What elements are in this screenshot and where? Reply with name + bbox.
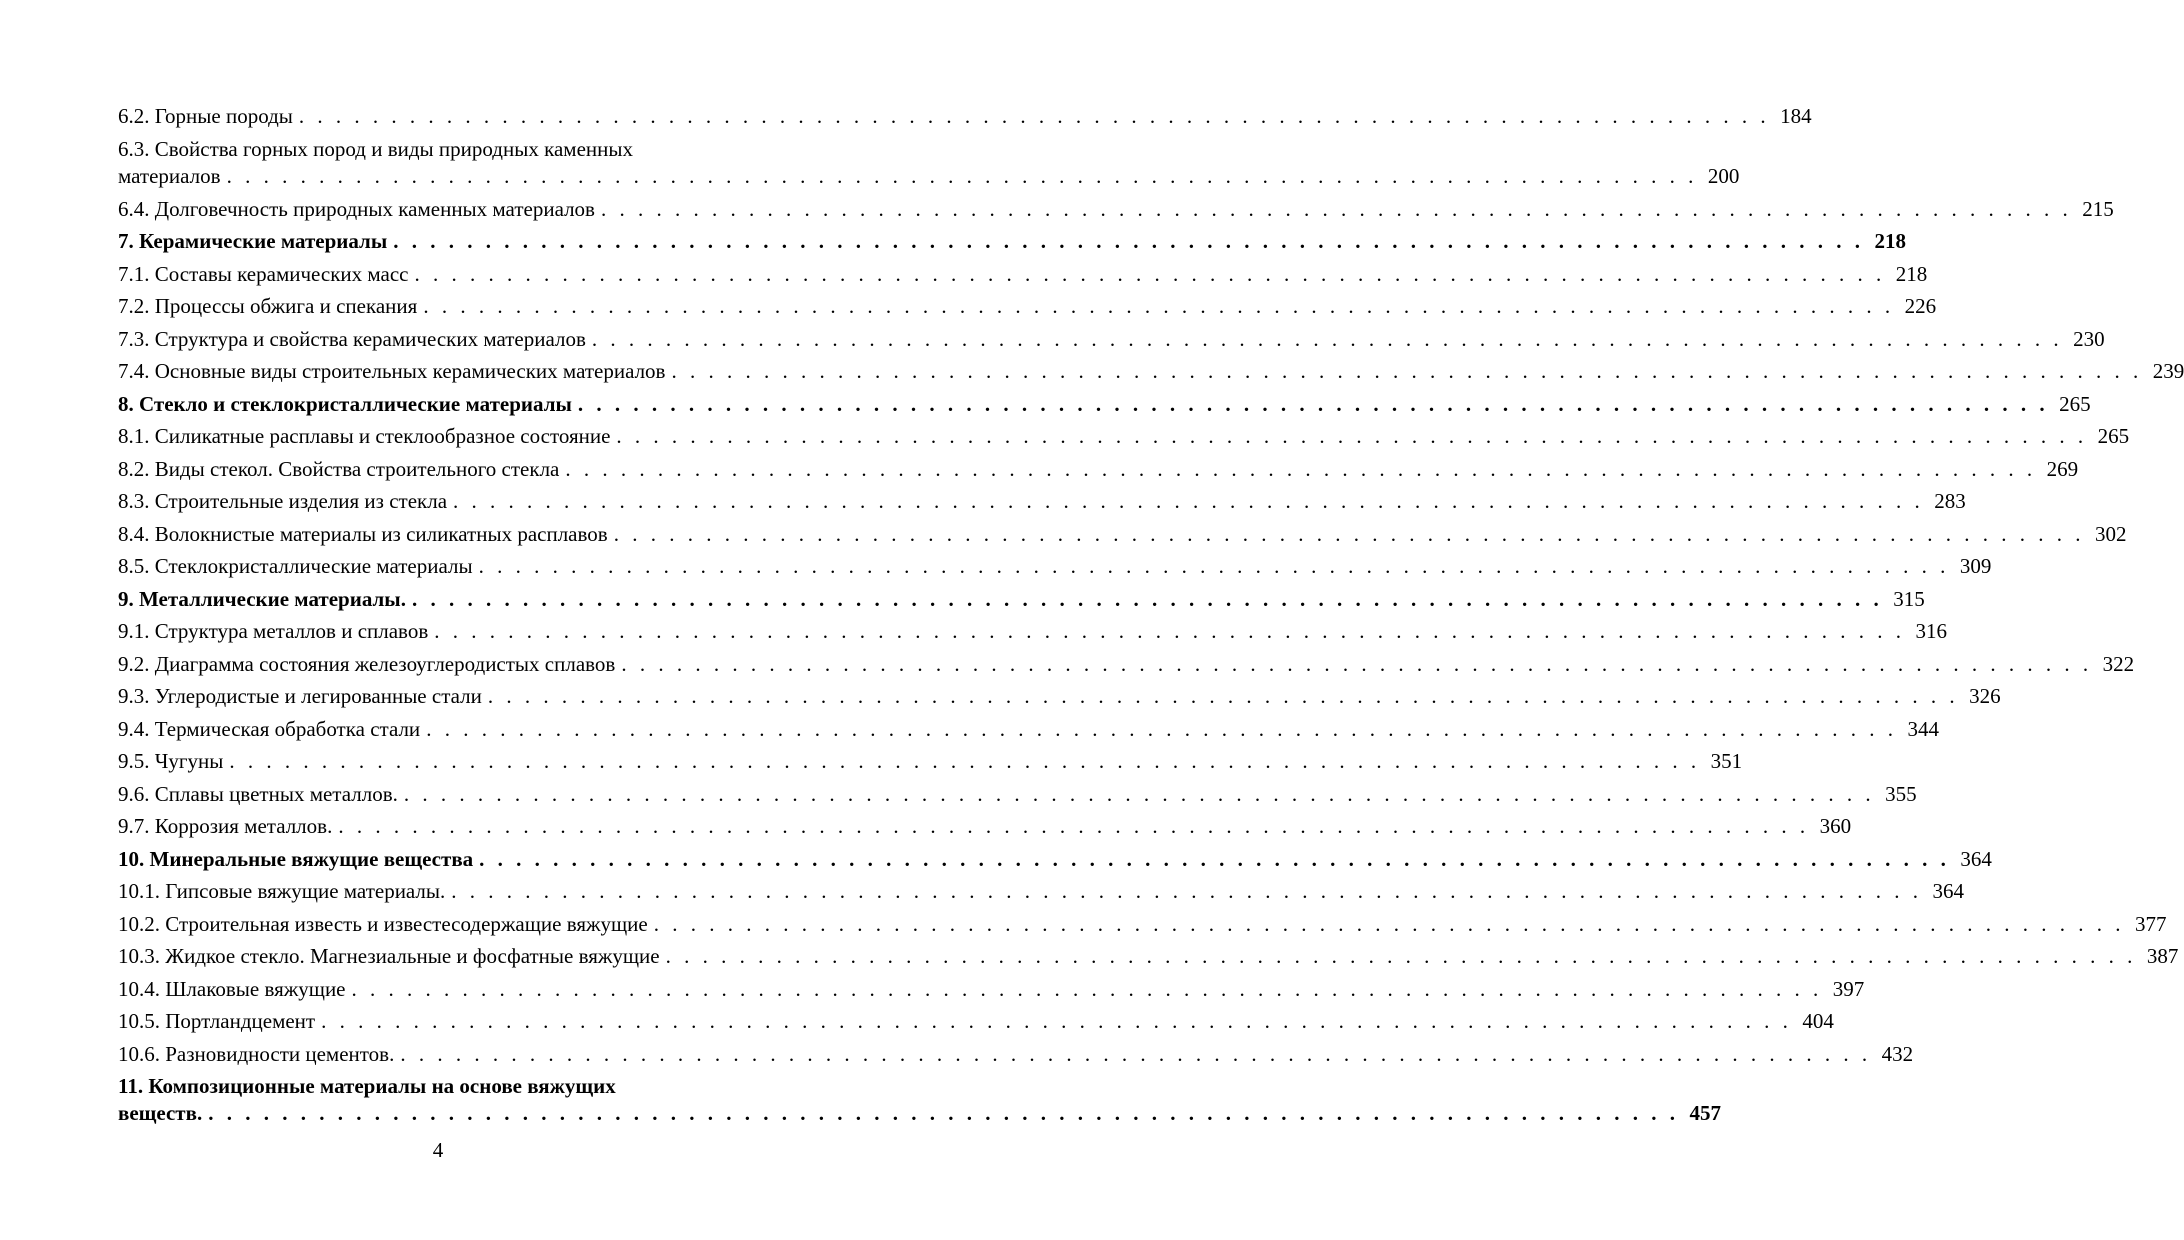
toc-entry (118, 133, 1740, 193)
dot-leader: . . . . . . . . . . . . . . . . . . . . . . . . . . . . . . . . . . . . . . . . . . . . . . . . . . . . . . . . . . . . . . . . . . . . . . . . . . . . . . . . (403, 781, 1875, 806)
toc-page-number: 269 (2046, 456, 2079, 481)
toc-entry (118, 745, 1743, 778)
toc-entry-title: 9.3. Углеродистые и легированные стали (118, 684, 482, 708)
toc-page-number: 309 (1959, 554, 1992, 578)
toc-entry (118, 550, 1992, 583)
toc-entry-title: 10.3. Жидкое стекло. Магнезиальные и фосфатные вяжущие (118, 944, 660, 968)
toc-page-number: 184 (1780, 104, 1812, 128)
dot-leader: . . . . . . . . . . . . . . . . . . . . . . . . . . . . . . . . . . . . . . . . . . . . . . . . . . . . . . . . . . . . . . . . . . . . . . . . . . . . . . . . (621, 651, 2093, 676)
toc-entry-title: 10. Минеральные вяжущие вещества (118, 846, 474, 871)
toc-entry-title: 8.5. Стеклокристаллические материалы (118, 554, 473, 578)
toc-entry-title: 9.7. Коррозия металлов. (118, 814, 333, 838)
toc-page-number: 226 (1904, 294, 1937, 318)
toc-entry-title: 6.2. Горные породы (118, 104, 293, 128)
toc-entry (118, 258, 1928, 291)
dot-leader: . . . . . . . . . . . . . . . . . . . . . . . . . . . . . . . . . . . . . . . . . . . . . . . . . . . . . . . . . . . . . . . . . . . . . . . . . . . . . . . . (414, 261, 1886, 286)
toc-page-number: 265 (2097, 424, 2130, 448)
toc-page-number: 265 (2059, 391, 2091, 416)
dot-leader: . . . . . . . . . . . . . . . . . . . . . . . . . . . . . . . . . . . . . . . . . . . . . . . . . . . . . . . . . . . . . . . . . . . . . . . . . . . . . . . . (613, 521, 2085, 546)
dot-leader: . . . . . . . . . . . . . . . . . . . . . . . . . . . . . . . . . . . . . . . . . . . . . . . . . . . . . . . . . . . . . . . . . . . . . . . . . . . . . . . . (229, 749, 1701, 773)
dot-leader: . . . . . . . . . . . . . . . . . . . . . . . . . . . . . . . . . . . . . . . . . . . . . . . . . . . . . . . . . . . . . . . . . . . . . . . . . . . . . . . . (653, 911, 2125, 936)
toc-entry-title: 10.2. Строительная известь и известесодержащие вяжущие (118, 911, 648, 936)
toc-page-number: 302 (2094, 521, 2127, 546)
toc-entry (118, 323, 2105, 356)
dot-leader: . . . . . . . . . . . . . . . . . . . . . . . . . . . . . . . . . . . . . . . . . . . . . . . . . . . . . . . . . . . . . . . . . . . . . . . . . . . . . . . . (226, 163, 1698, 188)
dot-leader: . . . . . . . . . . . . . . . . . . . . . . . . . . . . . . . . . . . . . . . . . . . . . . . . . . . . . . . . . . . . . . . . . . . . . . . . . . . . . . . . (208, 1101, 1679, 1125)
toc-page-number: 360 (1819, 814, 1852, 838)
toc-entry (118, 518, 2127, 551)
toc-entry-title: 9.1. Структура металлов и сплавов (118, 619, 429, 643)
toc-entry (118, 453, 2079, 486)
toc-page-number: 457 (1689, 1101, 1721, 1125)
toc-page-number: 397 (1832, 976, 1865, 1001)
toc-entry-title-continued: материалов (118, 163, 221, 188)
dot-leader: . . . . . . . . . . . . . . . . . . . . . . . . . . . . . . . . . . . . . . . . . . . . . . . . . . . . . . . . . . . . . . . . . . . . . . . . . . . . . . . . (487, 684, 1959, 708)
toc-entry-title: 8.1. Силикатные расплавы и стеклообразное состояние (118, 424, 611, 448)
toc-entry (118, 1038, 1914, 1071)
toc-entry (118, 1070, 1721, 1130)
toc-entry (118, 193, 2114, 226)
toc-entry-title: 8. Стекло и стеклокристаллические материалы (118, 391, 572, 416)
toc-entry-title: 10.5. Портландцемент (118, 1009, 316, 1033)
toc-entry (118, 973, 1865, 1006)
toc-page-number: 230 (2073, 326, 2105, 351)
dot-leader: . . . . . . . . . . . . . . . . . . . . . . . . . . . . . . . . . . . . . . . . . . . . . . . . . . . . . . . . . . . . . . . . . . . . . . . . . . . . . . . . (665, 944, 2137, 968)
toc-entry-title-continued: веществ. (118, 1101, 203, 1125)
toc-entry-title: 6.3. Свойства горных пород и виды природных каменных (118, 136, 633, 161)
toc-entry (118, 713, 1939, 746)
toc-entry (118, 615, 1947, 648)
toc-entry (118, 680, 2001, 713)
toc-entry-title: 6.4. Долговечность природных каменных материалов (118, 196, 595, 221)
toc-entry-title: 7.3. Структура и свойства керамических материалов (118, 326, 586, 351)
toc-entry (118, 355, 2184, 388)
dot-leader: . . . . . . . . . . . . . . . . . . . . . . . . . . . . . . . . . . . . . . . . . . . . . . . . . . . . . . . . . . . . . . . . . . . . . . . . . . . . . . . . (298, 104, 1770, 128)
toc-page-number: 355 (1885, 781, 1917, 806)
toc-entry (118, 908, 2167, 941)
toc-entry-title: 10.6. Разновидности цементов. (118, 1041, 395, 1066)
toc-entry-title: 11. Композиционные материалы на основе вяжущих (118, 1074, 616, 1098)
dot-leader: . . . . . . . . . . . . . . . . . . . . . . . . . . . . . . . . . . . . . . . . . . . . . . . . . . . . . . . . . . . . . . . . . . . . . . . . . . . . . . . . (616, 424, 2088, 448)
toc-entry-title: 7. Керамические материалы (118, 229, 388, 253)
toc-page-number: 218 (1895, 261, 1928, 286)
page-number: 4 (432, 1138, 444, 1162)
toc-entry-title: 7.2. Процессы обжига и спекания (118, 294, 418, 318)
dot-leader: . . . . . . . . . . . . . . . . . . . . . . . . . . . . . . . . . . . . . . . . . . . . . . . . . . . . . . . . . . . . . . . . . . . . . . . . . . . . . . . . (451, 879, 1923, 903)
toc-page-number: 239 (2152, 359, 2184, 383)
toc-entry-title: 7.1. Составы керамических масс (118, 261, 409, 286)
dot-leader: . . . . . . . . . . . . . . . . . . . . . . . . . . . . . . . . . . . . . . . . . . . . . . . . . . . . . . . . . . . . . . . . . . . . . . . . . . . . . . . . (478, 554, 1950, 578)
toc-entry (118, 778, 1917, 811)
toc-page-number: 200 (1707, 163, 1740, 188)
toc-page-number: 351 (1710, 749, 1743, 773)
dot-leader: . . . . . . . . . . . . . . . . . . . . . . . . . . . . . . . . . . . . . . . . . . . . . . . . . . . . . . . . . . . . . . . . . . . . . . . . . . . . . . . . (321, 1009, 1792, 1033)
toc-page-number: 218 (1874, 229, 1906, 253)
dot-leader: . . . . . . . . . . . . . . . . . . . . . . . . . . . . . . . . . . . . . . . . . . . . . . . . . . . . . . . . . . . . . . . . . . . . . . . . . . . . . . . . (393, 229, 1864, 253)
dot-leader: . . . . . . . . . . . . . . . . . . . . . . . . . . . . . . . . . . . . . . . . . . . . . . . . . . . . . . . . . . . . . . . . . . . . . . . . . . . . . . . . (577, 391, 2049, 416)
toc-entry-title: 8.3. Строительные изделия из стекла (118, 489, 448, 513)
toc-entry-title: 8.2. Виды стекол. Свойства строительного стекла (118, 456, 560, 481)
toc-entry-title: 8.4. Волокнистые материалы из силикатных расплавов (118, 521, 608, 546)
toc-entry-title: 9.4. Термическая обработка стали (118, 716, 421, 741)
toc-page-number: 215 (2082, 196, 2114, 221)
toc-page-number: 315 (1893, 586, 1925, 611)
toc-page-number: 364 (1960, 846, 1992, 871)
toc-page-number: 387 (2146, 944, 2179, 968)
toc-entry-title: 9.6. Сплавы цветных металлов. (118, 781, 398, 806)
toc-page-number: 326 (1969, 684, 2001, 708)
toc-page-number: 364 (1932, 879, 1965, 903)
toc-entry (118, 583, 1925, 616)
toc-entry (118, 940, 2179, 973)
toc-entry (118, 810, 1852, 843)
dot-leader: . . . . . . . . . . . . . . . . . . . . . . . . . . . . . . . . . . . . . . . . . . . . . . . . . . . . . . . . . . . . . . . . . . . . . . . . . . . . . . . . (338, 814, 1810, 838)
table-of-contents (118, 100, 2184, 1130)
dot-leader: . . . . . . . . . . . . . . . . . . . . . . . . . . . . . . . . . . . . . . . . . . . . . . . . . . . . . . . . . . . . . . . . . . . . . . . . . . . . . . . . (453, 489, 1924, 513)
toc-entry (118, 290, 1937, 323)
toc-entry (118, 843, 1992, 876)
toc-page-number: 344 (1907, 716, 1939, 741)
toc-entry (118, 648, 2135, 681)
toc-entry-title: 10.1. Гипсовые вяжущие материалы. (118, 879, 446, 903)
toc-page-number: 316 (1915, 619, 1947, 643)
dot-leader: . . . . . . . . . . . . . . . . . . . . . . . . . . . . . . . . . . . . . . . . . . . . . . . . . . . . . . . . . . . . . . . . . . . . . . . . . . . . . . . . (411, 586, 1883, 611)
toc-entry-title: 7.4. Основные виды строительных керамических материалов (118, 359, 666, 383)
toc-entry (118, 485, 1966, 518)
dot-leader: . . . . . . . . . . . . . . . . . . . . . . . . . . . . . . . . . . . . . . . . . . . . . . . . . . . . . . . . . . . . . . . . . . . . . . . . . . . . . . . . (671, 359, 2143, 383)
toc-entry (118, 100, 1812, 133)
dot-leader: . . . . . . . . . . . . . . . . . . . . . . . . . . . . . . . . . . . . . . . . . . . . . . . . . . . . . . . . . . . . . . . . . . . . . . . . . . . . . . . . (434, 619, 1905, 643)
toc-page-number: 432 (1881, 1041, 1914, 1066)
toc-entry (118, 875, 1965, 908)
dot-leader: . . . . . . . . . . . . . . . . . . . . . . . . . . . . . . . . . . . . . . . . . . . . . . . . . . . . . . . . . . . . . . . . . . . . . . . . . . . . . . . . (426, 716, 1897, 741)
toc-page-number: 404 (1802, 1009, 1834, 1033)
toc-entry (118, 225, 1906, 258)
dot-leader: . . . . . . . . . . . . . . . . . . . . . . . . . . . . . . . . . . . . . . . . . . . . . . . . . . . . . . . . . . . . . . . . . . . . . . . . . . . . . . . . (600, 196, 2072, 221)
toc-entry-title: 9.5. Чугуны (118, 749, 224, 773)
toc-entry-title: 9.2. Диаграмма состояния железоуглеродистых сплавов (118, 651, 616, 676)
toc-page-number: 283 (1934, 489, 1966, 513)
dot-leader: . . . . . . . . . . . . . . . . . . . . . . . . . . . . . . . . . . . . . . . . . . . . . . . . . . . . . . . . . . . . . . . . . . . . . . . . . . . . . . . . (591, 326, 2063, 351)
toc-entry (118, 420, 2130, 453)
dot-leader: . . . . . . . . . . . . . . . . . . . . . . . . . . . . . . . . . . . . . . . . . . . . . . . . . . . . . . . . . . . . . . . . . . . . . . . . . . . . . . . . (351, 976, 1823, 1001)
toc-entry (118, 388, 2091, 421)
dot-leader: . . . . . . . . . . . . . . . . . . . . . . . . . . . . . . . . . . . . . . . . . . . . . . . . . . . . . . . . . . . . . . . . . . . . . . . . . . . . . . . . (479, 846, 1950, 871)
toc-page-number: 322 (2102, 651, 2135, 676)
toc-entry (118, 1005, 1834, 1038)
toc-page-number: 377 (2135, 911, 2167, 936)
toc-entry-title: 10.4. Шлаковые вяжущие (118, 976, 346, 1001)
dot-leader: . . . . . . . . . . . . . . . . . . . . . . . . . . . . . . . . . . . . . . . . . . . . . . . . . . . . . . . . . . . . . . . . . . . . . . . . . . . . . . . . (423, 294, 1895, 318)
toc-entry-title: 9. Металлические материалы. (118, 586, 406, 611)
dot-leader: . . . . . . . . . . . . . . . . . . . . . . . . . . . . . . . . . . . . . . . . . . . . . . . . . . . . . . . . . . . . . . . . . . . . . . . . . . . . . . . . (400, 1041, 1872, 1066)
dot-leader: . . . . . . . . . . . . . . . . . . . . . . . . . . . . . . . . . . . . . . . . . . . . . . . . . . . . . . . . . . . . . . . . . . . . . . . . . . . . . . . . (565, 456, 2037, 481)
